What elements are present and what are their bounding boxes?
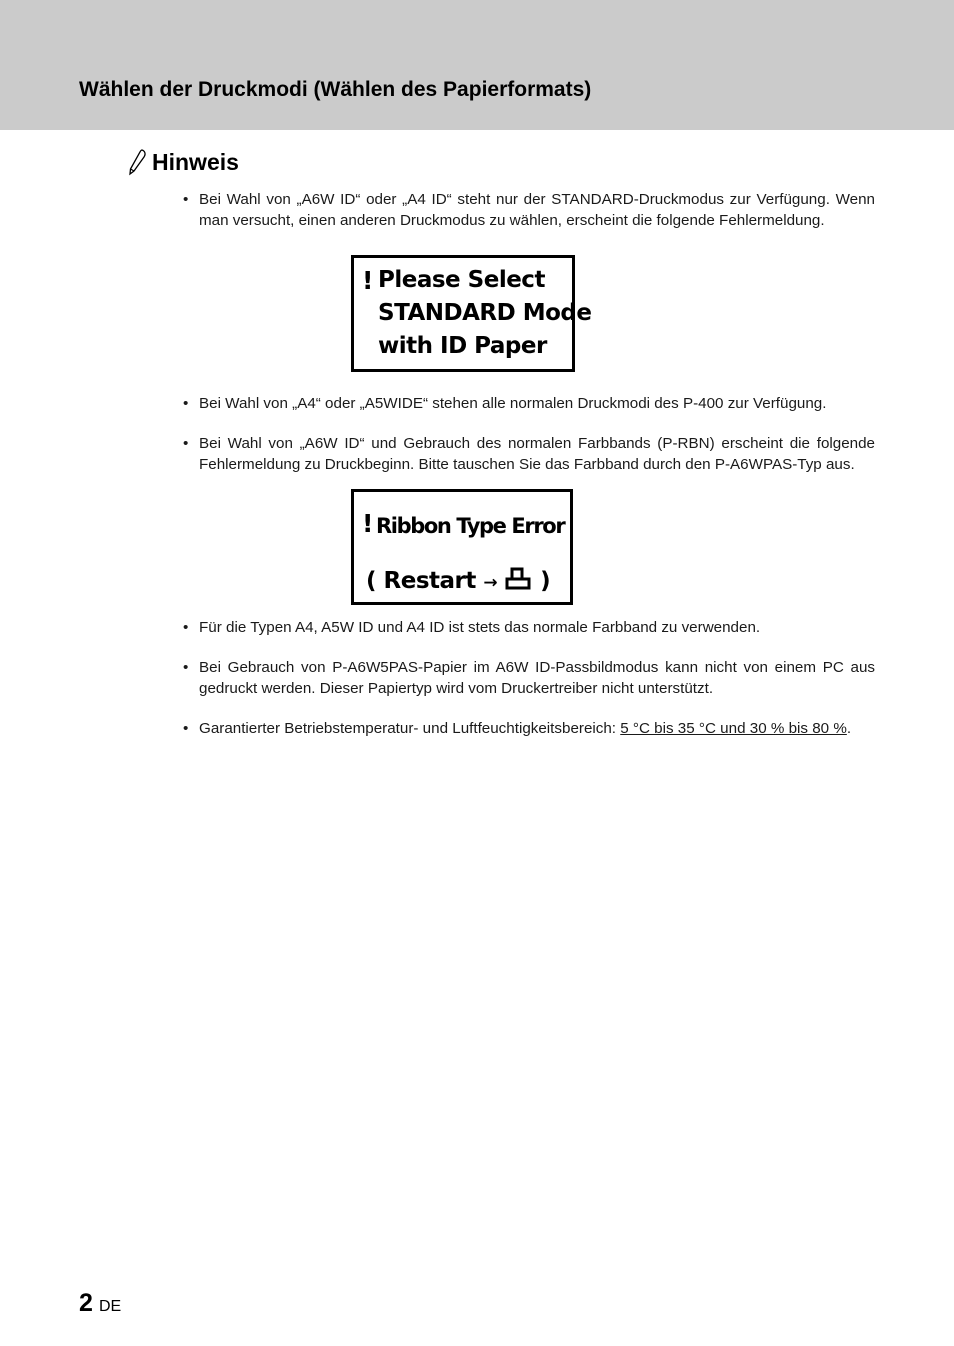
bullet-text: Bei Gebrauch von P-A6W5PAS-Papier im A6W ID-Passbildmodus kann nicht von einem PC aus gedruckt werden. Dieser Papiertyp wird vom Druckertreiber nicht unterstützt. bbox=[199, 659, 875, 697]
page-header-title: Wählen der Druckmodi (Wählen des Papierformats) bbox=[79, 78, 592, 101]
note-bullet-6 bbox=[183, 718, 875, 739]
page-number: 2 bbox=[79, 1289, 93, 1317]
bullet-marker: • bbox=[183, 395, 189, 412]
bullet-text: Bei Wahl von „A6W ID“ oder „A4 ID“ steht nur der STANDARD-Druckmodus zur Verfügung. Wenn man versucht, einen anderen Druckmodus zu wählen, erscheint die folgende Fehlermeldung. bbox=[199, 191, 875, 229]
lcd-line-3: with ID Paper bbox=[378, 333, 547, 359]
lcd-exclamation-icon: ! bbox=[362, 266, 374, 295]
lcd-line-2 bbox=[366, 567, 550, 594]
note-bullet-3 bbox=[183, 433, 875, 475]
operating-range: 5 °C bis 35 °C und 30 % bis 80 % bbox=[620, 720, 847, 737]
lcd-line-2: STANDARD Mode bbox=[378, 300, 592, 326]
bullet-text bbox=[199, 718, 875, 739]
bullet-text-lead: Garantierter Betriebstemperatur- und Luftfeuchtigkeitsbereich: bbox=[199, 720, 621, 737]
bullet-text: Bei Wahl von „A6W ID“ und Gebrauch des normalen Farbbands (P-RBN) erscheint die folgende Fehlermeldung zu Druckbeginn. Bitte tauschen Sie das Farbband durch den P-A6WPAS-Typ aus. bbox=[199, 435, 875, 473]
bullet-text: Bei Wahl von „A4“ oder „A5WIDE“ stehen alle normalen Druckmodi des P-400 zur Verfügung. bbox=[199, 395, 827, 412]
bullet-marker: • bbox=[183, 619, 189, 636]
arrow-icon: → bbox=[483, 573, 498, 593]
printer-icon bbox=[505, 567, 533, 591]
header-band bbox=[0, 0, 954, 130]
bullet-marker: • bbox=[183, 435, 189, 452]
bullet-marker: • bbox=[183, 659, 189, 676]
bullet-marker: • bbox=[183, 720, 189, 737]
bullet-marker: • bbox=[183, 191, 189, 208]
pencil-icon bbox=[126, 148, 148, 176]
note-heading bbox=[126, 148, 239, 176]
note-label: Hinweis bbox=[152, 148, 239, 175]
lcd-exclamation-icon: ! bbox=[362, 509, 374, 538]
bullet-text: Für die Typen A4, A5W ID und A4 ID ist stets das normale Farbband zu verwenden. bbox=[199, 619, 761, 636]
page-language: DE bbox=[99, 1298, 122, 1315]
lcd-line-2-suffix: ) bbox=[532, 568, 551, 594]
lcd-display-ribbon-error bbox=[351, 489, 573, 605]
note-bullet-4 bbox=[183, 617, 875, 638]
note-bullet-5 bbox=[183, 657, 875, 699]
lcd-line-1: Ribbon Type Error bbox=[376, 514, 565, 538]
lcd-line-1: Please Select bbox=[378, 267, 545, 293]
lcd-display-standard-mode bbox=[351, 255, 592, 372]
note-bullet-2 bbox=[183, 393, 875, 414]
note-bullet-1 bbox=[183, 189, 875, 231]
bullet-text-end: . bbox=[846, 720, 852, 737]
lcd-line-2-prefix: ( Restart bbox=[366, 568, 484, 594]
